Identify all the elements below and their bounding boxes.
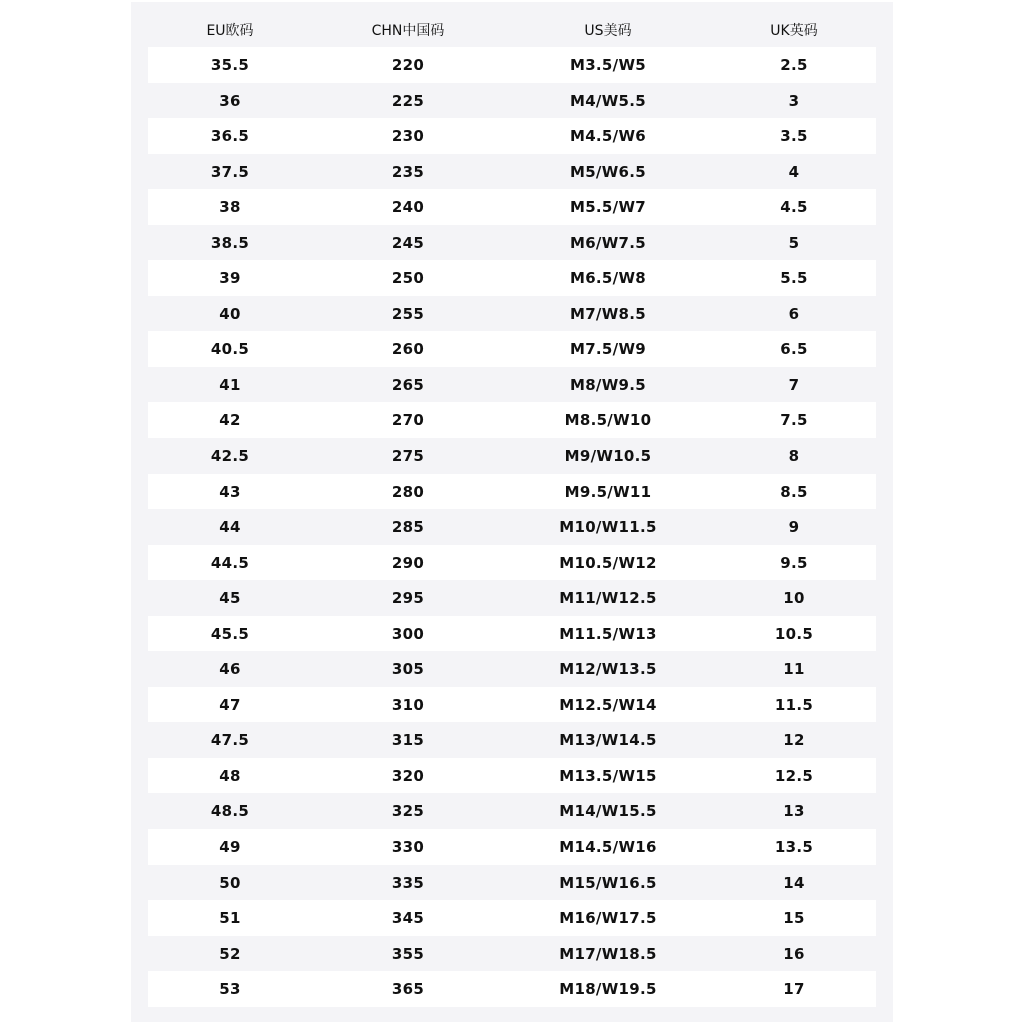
eu-size-cell: 42: [219, 411, 241, 430]
eu-size-cell: 48.5: [210, 802, 250, 821]
eu-size-cell: 50: [219, 873, 241, 892]
us-size-cell: M11.5/W13: [559, 624, 657, 643]
us-size-cell: M13/W14.5: [559, 731, 657, 750]
table-row: [148, 829, 876, 865]
eu-size-cell: 48: [219, 766, 241, 785]
eu-size-cell: 36: [219, 91, 241, 110]
eu-size-cell: 53: [219, 980, 241, 999]
table-row: [148, 402, 876, 438]
eu-size-cell: 39: [219, 269, 241, 288]
us-size-cell: M10/W11.5: [559, 518, 657, 537]
uk-size-cell: 5.5: [780, 269, 808, 288]
chn-size-cell: 365: [391, 980, 425, 999]
us-size-cell: M12/W13.5: [559, 660, 657, 679]
chn-size-cell: 250: [391, 269, 425, 288]
eu-size-cell: 46: [219, 660, 241, 679]
us-size-cell: M13.5/W15: [559, 766, 657, 785]
chn-size-cell: 265: [391, 375, 425, 394]
eu-size-cell: 49: [219, 838, 241, 857]
table-row: [148, 580, 876, 616]
eu-size-cell: 42.5: [210, 447, 250, 466]
chn-size-cell: 315: [391, 731, 425, 750]
size-chart-rows: [148, 47, 876, 1007]
eu-size-cell: 45: [219, 589, 241, 608]
eu-size-cell: 45.5: [210, 624, 250, 643]
chn-size-cell: 240: [391, 198, 425, 217]
eu-size-cell: 44: [219, 518, 241, 537]
table-row: [148, 154, 876, 190]
size-chart-header: [148, 10, 876, 47]
header-eu: EU欧码: [206, 23, 254, 39]
uk-size-cell: 7: [788, 375, 800, 394]
uk-size-cell: 11: [783, 660, 805, 679]
chn-size-cell: 345: [391, 909, 425, 928]
table-row: [148, 260, 876, 296]
us-size-cell: M11/W12.5: [559, 589, 657, 608]
table-row: [148, 438, 876, 474]
eu-size-cell: 51: [219, 909, 241, 928]
us-size-cell: M14.5/W16: [559, 838, 657, 857]
uk-size-cell: 4: [788, 162, 800, 181]
uk-size-cell: 6: [788, 304, 800, 323]
us-size-cell: M7.5/W9: [569, 340, 647, 359]
uk-size-cell: 10: [783, 589, 805, 608]
us-size-cell: M8.5/W10: [564, 411, 652, 430]
uk-size-cell: 3.5: [780, 127, 808, 146]
eu-size-cell: 47: [219, 695, 241, 714]
us-size-cell: M9.5/W11: [564, 482, 652, 501]
eu-size-cell: 40: [219, 304, 241, 323]
table-row: [148, 545, 876, 581]
us-size-cell: M4.5/W6: [569, 127, 647, 146]
table-row: [148, 793, 876, 829]
us-size-cell: M7/W8.5: [569, 304, 647, 323]
eu-size-cell: 38: [219, 198, 241, 217]
chn-size-cell: 320: [391, 766, 425, 785]
uk-size-cell: 10.5: [774, 624, 814, 643]
eu-size-cell: 37.5: [210, 162, 250, 181]
us-size-cell: M8/W9.5: [569, 375, 647, 394]
table-row: [148, 118, 876, 154]
us-size-cell: M5.5/W7: [569, 198, 647, 217]
us-size-cell: M10.5/W12: [559, 553, 657, 572]
eu-size-cell: 40.5: [210, 340, 250, 359]
table-row: [148, 722, 876, 758]
uk-size-cell: 9.5: [780, 553, 808, 572]
uk-size-cell: 8.5: [780, 482, 808, 501]
uk-size-cell: 5: [788, 233, 800, 252]
uk-size-cell: 6.5: [780, 340, 808, 359]
chn-size-cell: 260: [391, 340, 425, 359]
uk-size-cell: 3: [788, 91, 800, 110]
chn-size-cell: 230: [391, 127, 425, 146]
us-size-cell: M5/W6.5: [569, 162, 647, 181]
uk-size-cell: 9: [788, 518, 800, 537]
chn-size-cell: 290: [391, 553, 425, 572]
chn-size-cell: 305: [391, 660, 425, 679]
eu-size-cell: 41: [219, 375, 241, 394]
table-row: [148, 296, 876, 332]
uk-size-cell: 17: [783, 980, 805, 999]
us-size-cell: M9/W10.5: [564, 447, 652, 466]
table-row: [148, 225, 876, 261]
eu-size-cell: 52: [219, 944, 241, 963]
us-size-cell: M3.5/W5: [569, 56, 647, 74]
table-row: [148, 83, 876, 119]
uk-size-cell: 7.5: [780, 411, 808, 430]
table-row: [148, 758, 876, 794]
eu-size-cell: 44.5: [210, 553, 250, 572]
table-row: [148, 900, 876, 936]
chn-size-cell: 325: [391, 802, 425, 821]
us-size-cell: M6.5/W8: [569, 269, 647, 288]
table-row: [148, 687, 876, 723]
chn-size-cell: 235: [391, 162, 425, 181]
table-row: [148, 936, 876, 972]
table-row: [148, 651, 876, 687]
uk-size-cell: 12.5: [774, 766, 814, 785]
us-size-cell: M14/W15.5: [559, 802, 657, 821]
us-size-cell: M6/W7.5: [569, 233, 647, 252]
header-us: US美码: [584, 23, 632, 39]
header-uk: UK英码: [770, 23, 818, 39]
uk-size-cell: 4.5: [780, 198, 808, 217]
uk-size-cell: 13.5: [774, 838, 814, 857]
table-row: [148, 47, 876, 83]
us-size-cell: M15/W16.5: [559, 873, 657, 892]
header-chn: CHN中国码: [371, 23, 445, 39]
table-row: [148, 616, 876, 652]
us-size-cell: M17/W18.5: [559, 944, 657, 963]
table-row: [148, 509, 876, 545]
size-chart-card: [131, 2, 893, 1022]
uk-size-cell: 13: [783, 802, 805, 821]
us-size-cell: M18/W19.5: [559, 980, 657, 999]
uk-size-cell: 11.5: [774, 695, 814, 714]
eu-size-cell: 43: [219, 482, 241, 501]
us-size-cell: M4/W5.5: [569, 91, 647, 110]
uk-size-cell: 12: [783, 731, 805, 750]
table-row: [148, 189, 876, 225]
table-row: [148, 865, 876, 901]
us-size-cell: M16/W17.5: [559, 909, 657, 928]
table-row: [148, 474, 876, 510]
chn-size-cell: 330: [391, 838, 425, 857]
chn-size-cell: 355: [391, 944, 425, 963]
uk-size-cell: 14: [783, 873, 805, 892]
chn-size-cell: 225: [391, 91, 425, 110]
chn-size-cell: 295: [391, 589, 425, 608]
table-row: [148, 331, 876, 367]
eu-size-cell: 47.5: [210, 731, 250, 750]
chn-size-cell: 270: [391, 411, 425, 430]
table-row: [148, 971, 876, 1007]
uk-size-cell: 2.5: [780, 56, 808, 74]
chn-size-cell: 310: [391, 695, 425, 714]
chn-size-cell: 285: [391, 518, 425, 537]
chn-size-cell: 255: [391, 304, 425, 323]
chn-size-cell: 280: [391, 482, 425, 501]
chn-size-cell: 220: [391, 56, 425, 74]
chn-size-cell: 300: [391, 624, 425, 643]
uk-size-cell: 8: [788, 447, 800, 466]
chn-size-cell: 245: [391, 233, 425, 252]
table-row: [148, 367, 876, 403]
eu-size-cell: 36.5: [210, 127, 250, 146]
eu-size-cell: 38.5: [210, 233, 250, 252]
uk-size-cell: 15: [783, 909, 805, 928]
chn-size-cell: 275: [391, 447, 425, 466]
chn-size-cell: 335: [391, 873, 425, 892]
uk-size-cell: 16: [783, 944, 805, 963]
us-size-cell: M12.5/W14: [559, 695, 657, 714]
eu-size-cell: 35.5: [210, 56, 250, 74]
